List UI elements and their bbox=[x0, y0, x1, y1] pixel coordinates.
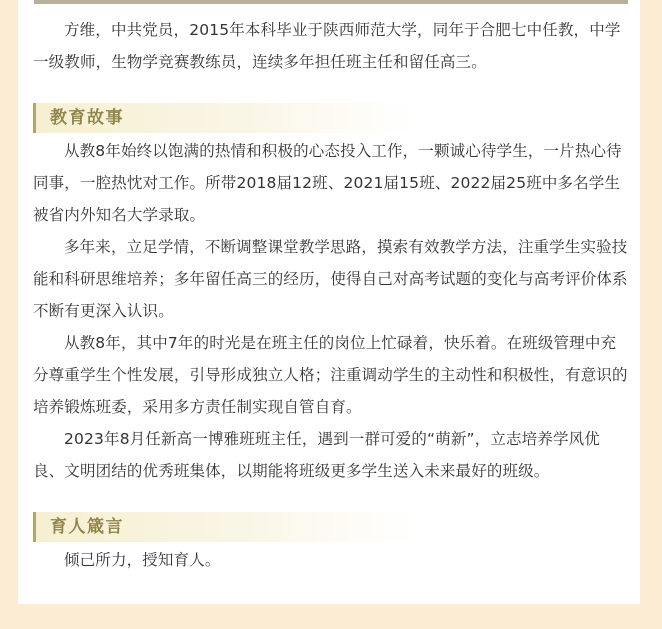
story-paragraph-2: 多年来，立足学情，不断调整课堂教学思路，摸索有效教学方法，注重学生实验技能和科研思维培养；多年留任高三的经历，使得自己对高考试题的变化与高考评价体系不断有更深入认识。 bbox=[33, 238, 628, 320]
top-divider bbox=[34, 0, 628, 4]
motto-heading-label: 育人箴言 bbox=[50, 517, 124, 537]
motto-heading bbox=[33, 512, 416, 542]
story-paragraph-3: 从教8年，其中7年的时光是在班主任的岗位上忙碌着，快乐着。在班级管理中充分尊重学生个性发展，引导形成独立人格；注重调动学生的主动性和积极性，有意识的培养锻炼班委，采用多方责任制实现自管自育。 bbox=[33, 334, 628, 416]
story-paragraph-4: 2023年8月任新高一博雅班班主任，遇到一群可爱的“萌新”，立志培养学风优良、文明团结的优秀班集体，以期能将班级更多学生送入未来最好的班级。 bbox=[33, 430, 600, 480]
education-story-heading bbox=[33, 103, 416, 133]
intro-paragraph: 方维，中共党员，2015年本科毕业于陕西师范大学，同年于合肥七中任教，中学一级教师，生物学竞赛教练员，连续多年担任班主任和留任高三。 bbox=[33, 21, 621, 71]
story-paragraph-1: 从教8年始终以饱满的热情和积极的心态投入工作，一颗诚心待学生，一片热心待同事，一腔热忱对工作。所带2018届12班、2021届15班、2022届25班中多名学生被省内外知名大学录取。 bbox=[33, 142, 622, 224]
motto-text: 倾己所力，授知育人。 bbox=[64, 551, 221, 569]
education-story-heading-label: 教育故事 bbox=[50, 108, 124, 128]
